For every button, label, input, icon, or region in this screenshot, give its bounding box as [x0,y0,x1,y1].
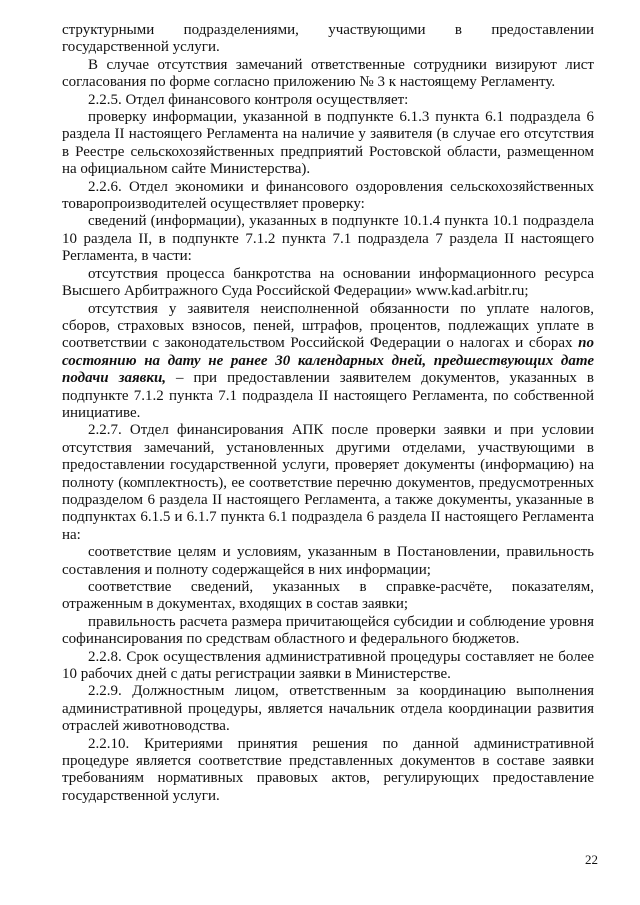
paragraph-2-2-10: 2.2.10. Критериями принятия решения по данной административной процедуре является соответствие представленных документов в составе заявки требованиям нормативных правовых актов, регулирующих предоставление государственной услуги. [62,735,594,804]
paragraph-information: сведений (информации), указанных в подпункте 10.1.4 пункта 10.1 подраздела 10 раздела II, в подпункте 7.1.2 пункта 7.1 подраздела 7 раздела II настоящего Регламента, в части: [62,213,594,265]
paragraph-2-2-6: 2.2.6. Отдел экономики и финансового оздоровления сельскохозяйственных товаропроизводителей осуществляет проверку: [62,178,594,213]
paragraph-approval-sheet: В случае отсутствия замечаний ответственные сотрудники визируют лист согласования по форме согласно приложению № 3 к настоящему Регламенту. [62,56,594,91]
paragraph-tax-obligations [62,301,594,423]
paragraph-bankruptcy: отсутствия процесса банкротства на основании информационного ресурса Высшего Арбитражного Суда Российской Федерации» www.kad.arbitr.ru; [62,265,594,300]
tax-text-after: – при предоставлении заявителем документов, указанных в подпункте 7.1.2 пункта 7.1 подраздела II настоящего Регламента, по собственной инициативе. [62,370,594,421]
paragraph-check-info: проверку информации, указанной в подпункте 6.1.3 пункта 6.1 подраздела 6 раздела II настоящего Регламента на наличие у заявителя (в случае его отсутствия в Реестре сельскохозяйственных предприятий Ростовской области, размещенном на официальном сайте Министерства). [62,109,594,178]
paragraph-continuation: структурными подразделениями, участвующими в предоставлении государственной услуги. [62,22,594,56]
paragraph-2-2-7: 2.2.7. Отдел финансирования АПК после проверки заявки и при условии отсутствия замечаний, установленных другими отделами, участвующими в предоставлении государственной услуги, проверяет документы (информацию) на полноту (комплектность), ее соответствие перечню документов, предусмотренных подразделом 6 раздела II настоящего Регламента, а также документы, указанные в подпунктах 6.1.5 и 6.1.7 пункта 6.1 подраздела 6 раздела II настоящего Регламента на: [62,422,594,543]
page-number: 22 [585,852,598,867]
paragraph-2-2-8: 2.2.8. Срок осуществления административной процедуры составляет не более 10 рабочих дней с даты регистрации заявки в Министерстве. [62,648,594,683]
tax-text-before: отсутствия у заявителя неисполненной обязанности по уплате налогов, сборов, страховых взносов, пеней, штрафов, процентов, подлежащих уплате в соответствии с законодательством Российской Федерации о налогах и сборах [62,300,594,352]
document-page [62,22,594,805]
paragraph-2-2-9: 2.2.9. Должностным лицом, ответственным за координацию выполнения административной процедуры, является начальник отдела координации развития отраслей животноводства. [62,683,594,735]
paragraph-data-match: соответствие сведений, указанных в справке-расчёте, показателям, отраженным в документах, входящих в состав заявки; [62,579,594,613]
paragraph-compliance: соответствие целям и условиям, указанным в Постановлении, правильность составления и полноту содержащейся в них информации; [62,544,594,578]
paragraph-subsidy-calc: правильность расчета размера причитающейся субсидии и соблюдение уровня софинансирования по средствам областного и федерального бюджетов. [62,613,594,648]
paragraph-2-2-5: 2.2.5. Отдел финансового контроля осуществляет: [88,91,409,108]
tax-text-emphasis: по состоянию на дату не ранее 30 календарных дней, предшествующих дате подачи заявки, [62,335,594,387]
